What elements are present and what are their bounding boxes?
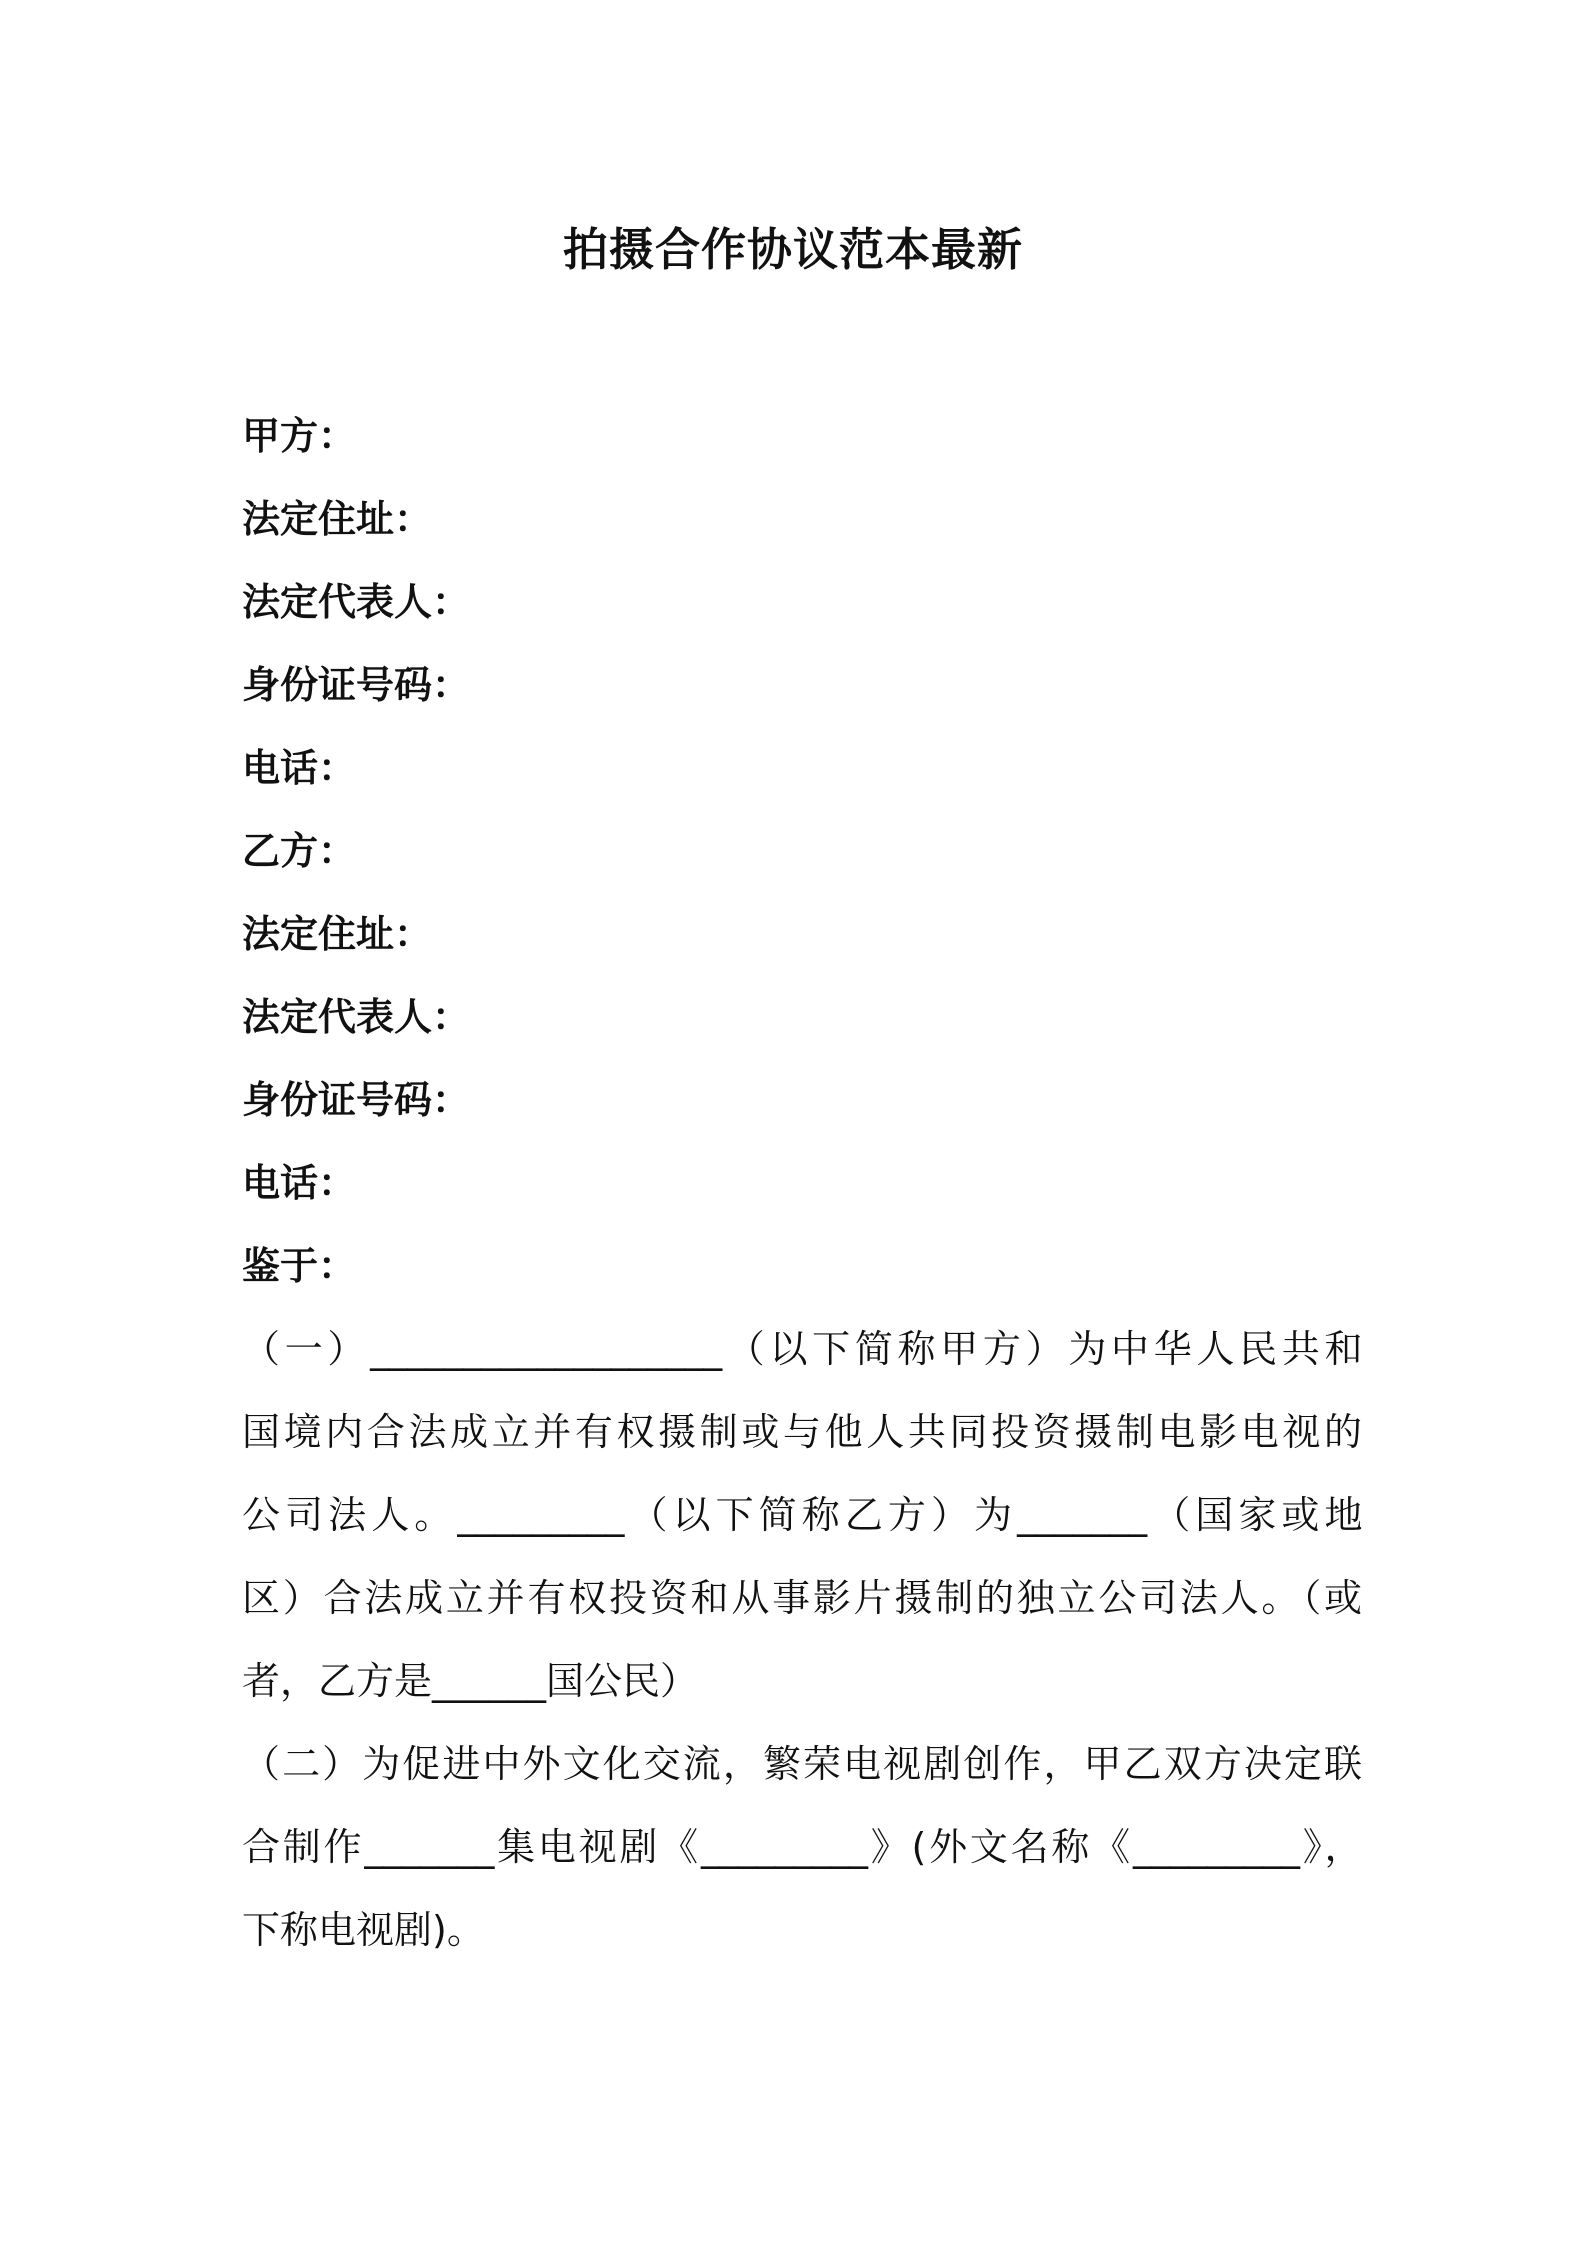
party-a-id-label: 身份证号码： [242, 663, 471, 707]
party-b-address-label: 法定住址： [242, 912, 433, 956]
whereas-label: 鉴于： [242, 1244, 357, 1288]
party-a-address-label: 法定住址： [242, 497, 433, 541]
party-a-label: 甲方： [242, 414, 357, 458]
clause-1-line: 国境内合法成立并有权摄制或与他人共同投资摄制电影电视的 [242, 1410, 1362, 1454]
party-a-phone-label: 电话： [242, 746, 357, 790]
party-b-id-label: 身份证号码： [242, 1078, 471, 1122]
clause-1-line: 区）合法成立并有权投资和从事影片摄制的独立公司法人。（或 [242, 1576, 1362, 1620]
document-title: 拍摄合作协议范本最新 [562, 223, 1023, 276]
clause-1-line: （一）___________________（以下简称甲方）为中华人民共和 [242, 1327, 1362, 1371]
clause-2-line: （二）为促进中外文化交流，繁荣电视剧创作，甲乙双方决定联 [242, 1742, 1362, 1786]
clause-1-line: 者，乙方是______国公民） [242, 1659, 699, 1703]
clause-2-line: 下称电视剧)。 [242, 1908, 485, 1952]
party-b-label: 乙方： [242, 829, 357, 873]
party-a-representative-label: 法定代表人： [242, 580, 471, 624]
clause-2-line: 合制作_______集电视剧《_________》(外文名称《_________》， [242, 1825, 1362, 1869]
party-b-representative-label: 法定代表人： [242, 995, 471, 1039]
clause-1-line: 公司法人。_________（以下简称乙方）为_______（国家或地 [242, 1493, 1362, 1537]
party-b-phone-label: 电话： [242, 1161, 357, 1205]
